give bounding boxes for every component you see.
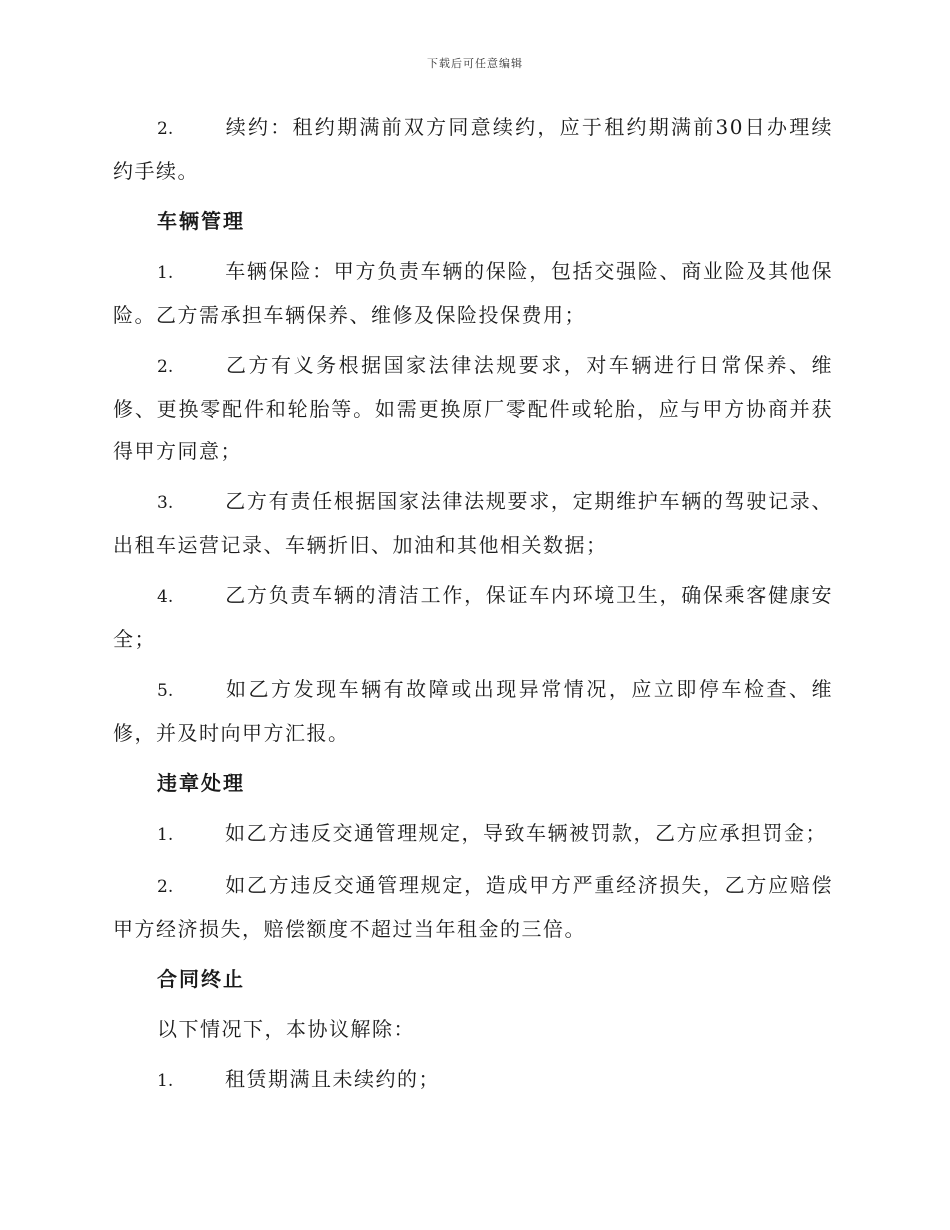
item-number: 2. xyxy=(157,119,174,139)
section-heading-violations: 违章处理 xyxy=(157,771,245,795)
item-number: 2. xyxy=(157,357,174,377)
item-text: 如乙方违反交通管理规定，造成甲方严重经济损失，乙方应赔偿甲方经济损失，赔偿额度不超过当年租金的三倍。 xyxy=(113,873,833,941)
item-text: 租赁期满且未续约的； xyxy=(225,1067,440,1091)
item-text: 如乙方违反交通管理规定，导致车辆被罚款，乙方应承担罚金； xyxy=(225,821,827,845)
item-text: 车辆保险：甲方负责车辆的保险，包括交强险、商业险及其他保险。乙方需承担车辆保养、维修及保险投保费用； xyxy=(113,259,833,327)
list-item xyxy=(113,812,833,856)
item-text: 续约：租约期满前双方同意续约，应于租约期满前30日办理续约手续。 xyxy=(113,115,833,183)
item-number: 1. xyxy=(157,825,174,845)
section-intro: 以下情况下，本协议解除： xyxy=(157,1017,415,1041)
item-text: 乙方负责车辆的清洁工作，保证车内环境卫生，确保乘客健康安全； xyxy=(113,583,833,651)
item-text: 乙方有责任根据国家法律法规要求，定期维护车辆的驾驶记录、出租车运营记录、车辆折旧、加油和其他相关数据； xyxy=(113,489,833,557)
list-item xyxy=(113,250,833,336)
section-heading-termination: 合同终止 xyxy=(157,967,245,991)
list-item xyxy=(113,1058,833,1102)
item-number: 4. xyxy=(157,587,174,607)
section-heading-vehicle-management: 车辆管理 xyxy=(157,209,245,233)
item-number: 1. xyxy=(157,1071,174,1091)
page-header: 下载后可任意编辑 xyxy=(427,57,523,70)
item-text: 如乙方发现车辆有故障或出现异常情况，应立即停车检查、维修，并及时向甲方汇报。 xyxy=(113,677,833,745)
item-text: 乙方有义务根据国家法律法规要求，对车辆进行日常保养、维修、更换零配件和轮胎等。如需更换原厂零配件或轮胎，应与甲方协商并获得甲方同意； xyxy=(113,353,833,463)
item-number: 2. xyxy=(157,877,174,897)
list-item xyxy=(113,106,833,192)
item-number: 1. xyxy=(157,263,174,283)
list-item xyxy=(113,574,833,660)
list-item xyxy=(113,668,833,754)
item-number: 3. xyxy=(157,493,174,513)
list-item xyxy=(113,864,833,950)
document-body xyxy=(113,106,833,1110)
item-number: 5. xyxy=(157,681,174,701)
list-item xyxy=(113,480,833,566)
list-item xyxy=(113,344,833,472)
